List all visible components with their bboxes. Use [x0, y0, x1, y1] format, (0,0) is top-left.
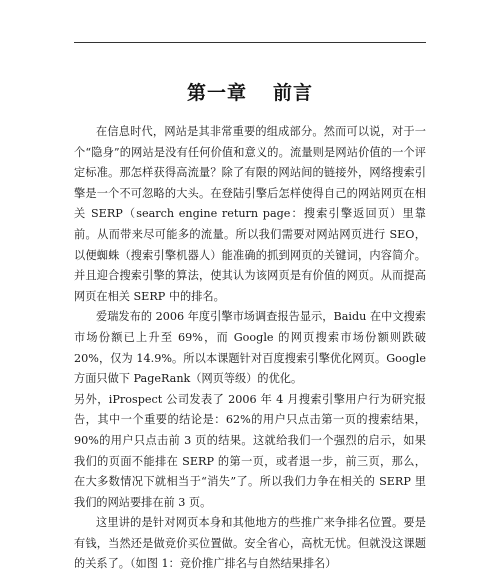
paragraph-market-share: 爱瑞发布的 2006 年度引擎市场调查报告显示，Baidu 在中文搜索市场份额已上升至 69%，而 Google 的网页搜索市场份额则跌破 20%，仅为 14.9%。所以本课题针对百度搜索引擎优化网页。Google 方面只做下 PageRank（网页等级）的优化。	[74, 310, 426, 386]
chapter-title	[0, 78, 500, 105]
paragraph-ranking: 这里讲的是针对网页本身和其他地方的些推广来争排名位置。要是有钱，当然还是做竞价买位置做。安全省心，高枕无忧。但就没这课题的关系了。（如图 1：竞价推广排名与自然结果排名）	[74, 516, 426, 571]
header-rule	[74, 42, 426, 43]
paragraph-iprospect: 另外，iProspect 公司发表了 2006 年 4 月搜索引擎用户行为研究报告，其中一个重要的结论是：62%的用户只点击第一页的搜索结果，90%的用户只点击前 3 页的结果。这就给我们一个强烈的启示，如果我们的页面不能排在 SERP 的第一页，或者退一步，前三页，那么，在大多数情况下就相当于“消失”了。所以我们力争在相关的 SERP 里我们的网站要排在前 3 页。	[74, 392, 426, 509]
paragraph-intro: 在信息时代，网站是其非常重要的组成部分。然而可以说，对于一个“隐身”的网站是没有任何价值和意义的。流量则是网站价值的一个评定标准。那怎样获得高流量？除了有限的网站间的链接外，网络搜索引擎是一个不可忽略的大头。在登陆引擎后怎样使得自己的网站网页在相关 SERP（search engine return page：搜索引擎返回页）里靠前。从而带来尽可能多的流量。所以我们需要对网站网页进行 SEO，以便蜘蛛（搜索引擎机器人）能准确的抓到网页的关键词，内容简介。并且迎合搜索引擎的算法，使其认为该网页是有价值的网页。从而提高网页在相关 SERP 中的排名。	[74, 125, 426, 303]
chapter-number: 第一章	[186, 82, 247, 104]
body-text	[74, 122, 426, 575]
chapter-name: 前言	[273, 82, 314, 104]
